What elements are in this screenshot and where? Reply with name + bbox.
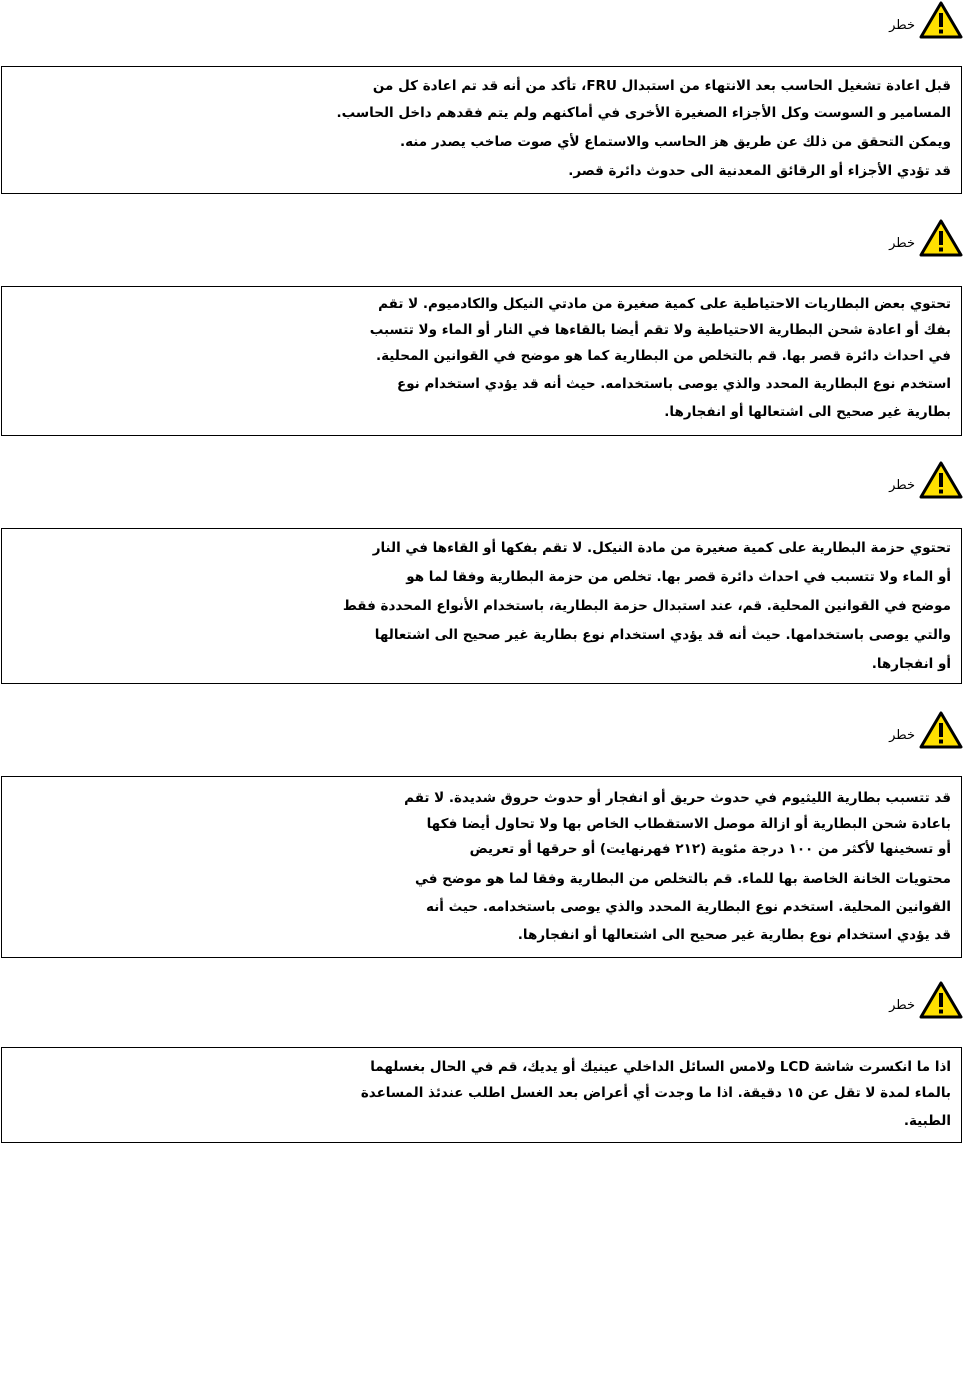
notice-line: تحتوي حزمة البطارية على كمية صغيرة من مادة النيكل. لا تقم بفكها أو القاءها في النار bbox=[372, 540, 951, 556]
notice-line: أو الماء ولا تتسبب في احداث دائرة قصر بها. تخلص من حزمة البطارية وفقا لما هو bbox=[406, 569, 951, 585]
warning-word: خطر bbox=[889, 998, 915, 1013]
warning-word: خطر bbox=[889, 18, 915, 33]
notice-line: والتي يوصى باستخدامها. حيث أنه قد يؤدي استخدام نوع بطارية غير صحيح الى اشتعالها bbox=[374, 627, 951, 643]
warning-header bbox=[845, 460, 965, 504]
warning-word: خطر bbox=[889, 478, 915, 493]
notice-box bbox=[1, 1047, 962, 1143]
warning-header bbox=[845, 218, 965, 262]
notice-line: قد يؤدي استخدام نوع بطارية غير صحيح الى اشتعالها أو انفجارها. bbox=[517, 927, 951, 943]
notice-line: الطبية. bbox=[903, 1113, 951, 1129]
warning-header bbox=[845, 710, 965, 754]
warning-triangle-icon bbox=[919, 710, 963, 750]
notice-line: قبل اعادة تشغيل الحاسب بعد الانتهاء من استبدال FRU، تأكد من أنه قد تم اعادة كل من bbox=[372, 78, 951, 94]
notice-line: ويمكن التحقق من ذلك عن طريق هز الحاسب والاستماع لأي صوت صاخب يصدر منه. bbox=[399, 134, 951, 150]
notice-line: بفك أو اعادة شحن البطارية الاحتياطية ولا تقم أيضا بالقاءها في النار أو الماء ولا تتسبب bbox=[369, 322, 951, 338]
notice-box bbox=[1, 776, 962, 958]
notice-line: بطارية غير صحيح الى اشتعالها أو انفجارها. bbox=[664, 404, 951, 420]
notice-line: في احداث دائرة قصر بها. قم بالتخلص من البطارية كما هو موضح في القوانين المحلية. bbox=[375, 348, 951, 364]
warning-word: خطر bbox=[889, 728, 915, 743]
notice-line: المسامير و السوست وكل الأجزاء الصغيرة الأخرى في أماكنهم ولم يتم فقدهم داخل الحاسب. bbox=[336, 105, 951, 121]
notice-line: قد تؤدي الأجزاء أو الرقائق المعدنية الى حدوث دائرة قصر. bbox=[568, 163, 951, 179]
notice-line: قد تتسبب بطارية الليثيوم في حدوث حريق أو انفجار أو حدوث حروق شديدة. لا تقم bbox=[404, 790, 951, 806]
notice-line: باعادة شحن البطارية أو ازالة موصل الاستقطاب الخاص بها ولا تحاول أيضا فكها bbox=[426, 816, 951, 832]
warning-triangle-icon bbox=[919, 980, 963, 1020]
warning-triangle-icon bbox=[919, 218, 963, 258]
warning-word: خطر bbox=[889, 236, 915, 251]
notice-box bbox=[1, 528, 962, 684]
notice-line: أو تسخينها لأكثر من ١٠٠ درجة مئوية (٢١٢ فهرنهايت) أو حرقها أو تعريض bbox=[469, 841, 951, 857]
notice-line: بالماء لمدة لا تقل عن ١٥ دقيقة. اذا ما وجدت أي أعراض بعد الغسل اطلب عندئذ المساعدة bbox=[360, 1085, 951, 1101]
warning-triangle-icon bbox=[919, 0, 963, 40]
notice-line: أو انفجارها. bbox=[871, 656, 951, 672]
warning-header bbox=[845, 0, 965, 44]
notice-box bbox=[1, 66, 962, 194]
notice-line: تحتوي بعض البطاريات الاحتياطية على كمية صغيرة من مادتي النيكل والكادميوم. لا تقم bbox=[378, 296, 951, 312]
warning-header bbox=[845, 980, 965, 1024]
notice-box bbox=[1, 286, 962, 436]
notice-line: اذا ما انكسرت شاشة LCD ولامس السائل الداخلي عينيك أو يديك، قم في الحال بغسلهما bbox=[370, 1059, 951, 1075]
notice-line: محتويات الخانة الخاصة بها للماء. قم بالتخلص من البطارية وفقا لما هو موضح في bbox=[414, 871, 951, 887]
notice-line: استخدم نوع البطارية المحدد والذي يوصى باستخدامه. حيث أنه قد يؤدي استخدام نوع bbox=[396, 376, 951, 392]
notice-line: موضح في القوانين المحلية. قم، عند استبدال حزمة البطارية، باستخدام الأنواع المحددة فقط bbox=[342, 598, 951, 614]
notice-line: القوانين المحلية. استخدم نوع البطارية المحدد والذي يوصى باستخدامه. حيث أنه bbox=[426, 899, 951, 915]
warning-triangle-icon bbox=[919, 460, 963, 500]
